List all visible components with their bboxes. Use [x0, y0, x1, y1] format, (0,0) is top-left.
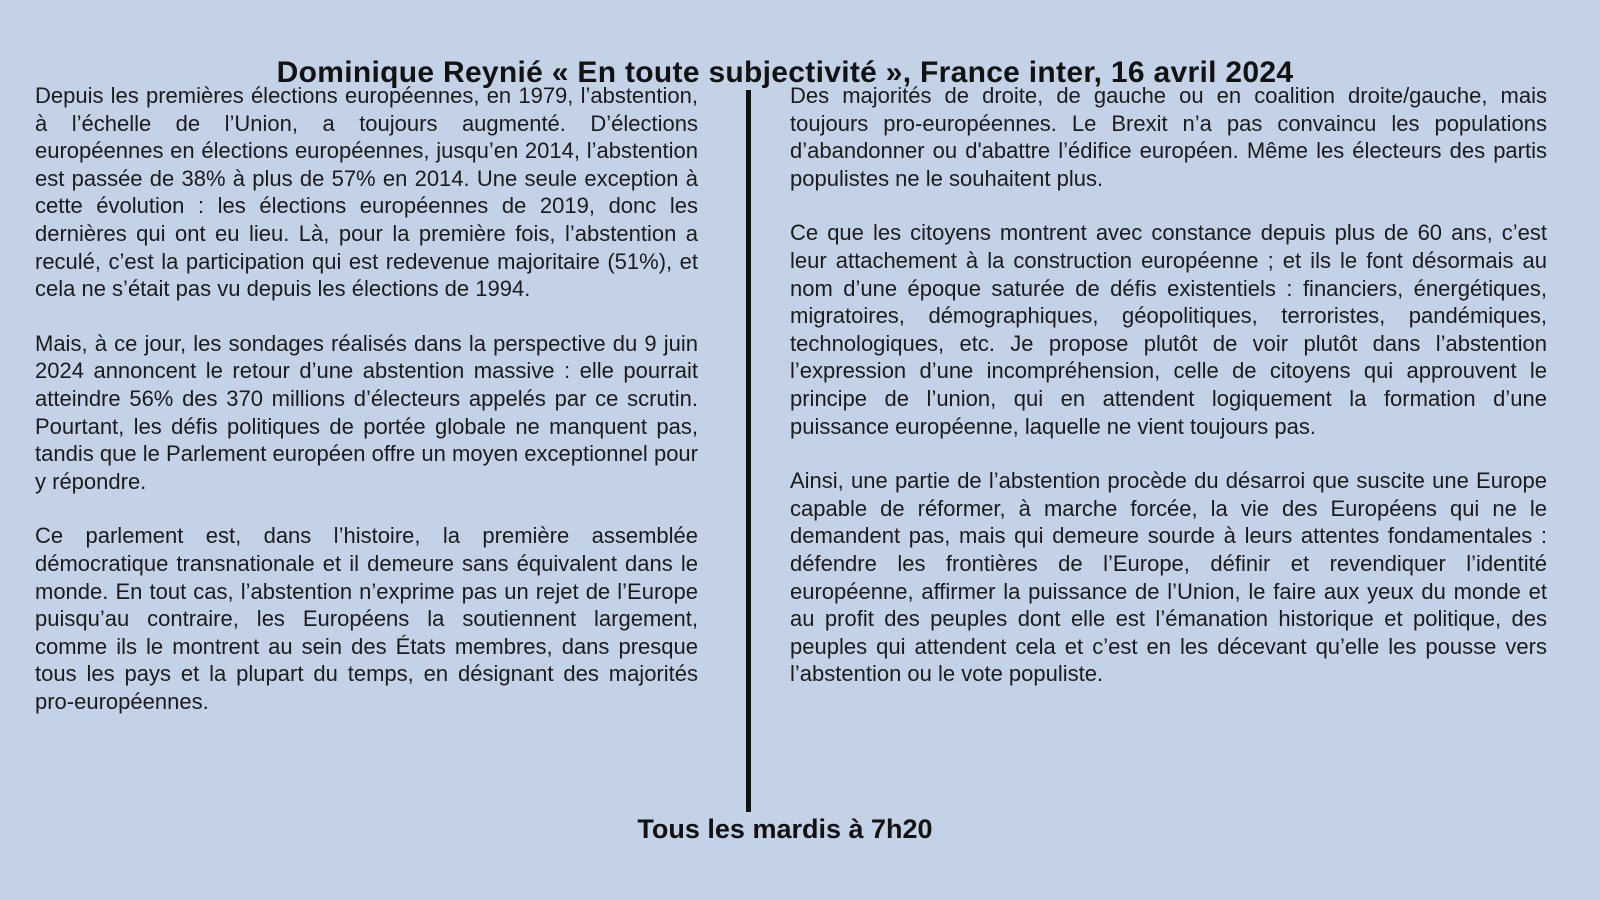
- page-title: Dominique Reynié « En toute subjectivité », France inter, 16 avril 2024: [276, 56, 1294, 90]
- right-column: [790, 82, 1547, 688]
- left-paragraph-1: Depuis les premières élections européennes, en 1979, l’abstention, à l’échelle de l’Union, a toujours augmenté. D’élections européennes en élections européennes, jusqu’en 2014, l’abstention est passée de 38% à plus de 57% en 2014. Une seule exception à cette évolution : les élections européennes de 2019, donc les dernières qui ont eu lieu. Là, pour la première fois, l’abstention a reculé, c’est la participation qui est redevenue majoritaire (51%), et cela ne s’était pas vu depuis les élections de 1994.: [35, 83, 698, 302]
- left-paragraph-2: Mais, à ce jour, les sondages réalisés dans la perspective du 9 juin 2024 annoncent le retour d’une abstention massive : elle pourrait atteindre 56% des 370 millions d’électeurs appelés par ce scrutin. Pourtant, les défis politiques de portée globale ne manquent pas, tandis que le Parlement européen offre un moyen exceptionnel pour y répondre.: [35, 330, 698, 494]
- column-divider: [746, 90, 751, 812]
- left-paragraph-3: Ce parlement est, dans l’histoire, la première assemblée démocratique transnationale et il demeure sans équivalent dans le monde. En tout cas, l’abstention n’exprime pas un rejet de l’Europe puisqu’au contraire, les Européens la soutiennent largement, comme ils le montrent au sein des États membres, dans presque tous les pays et la plupart du temps, en désignant des majorités pro-européennes.: [35, 523, 698, 714]
- broadcast-schedule: Tous les mardis à 7h20: [637, 814, 933, 844]
- right-paragraph-2: Ce que les citoyens montrent avec constance depuis plus de 60 ans, c’est leur attachement à la construction européenne ; et ils le font désormais au nom d’une époque saturée de défis existentiels : financiers, énergétiques, migratoires, démographiques, géopolitiques, terroristes, pandémiques, technologiques, etc. Je propose plutôt de voir plutôt dans l’abstention l’expression d’une incompréhension, celle de citoyens qui approuvent le principe de l’union, qui en attendent logiquement la formation d’une puissance européenne, laquelle ne vient toujours pas.: [790, 220, 1547, 439]
- right-paragraph-1: Des majorités de droite, de gauche ou en coalition droite/gauche, mais toujours pro-européennes. Le Brexit n’a pas convaincu les populations d’abandonner ou d'abattre l’édifice européen. Même les électeurs des partis populistes ne le souhaitent plus.: [790, 83, 1547, 191]
- left-column: [35, 82, 698, 715]
- right-paragraph-3: Ainsi, une partie de l’abstention procède du désarroi que suscite une Europe capable de réformer, à marche forcée, la vie des Européens qui ne le demandent pas, mais qui demeure sourde à leurs attentes fondamentales : défendre les frontières de l’Europe, définir et revendiquer l’identité européenne, affirmer la puissance de l’Union, le faire aux yeux du monde et au profit des peuples dont elle est l’émanation historique et politique, des peuples qui attendent cela et c’est en les décevant qu’elle les pousse vers l’abstention ou le vote populiste.: [790, 468, 1547, 687]
